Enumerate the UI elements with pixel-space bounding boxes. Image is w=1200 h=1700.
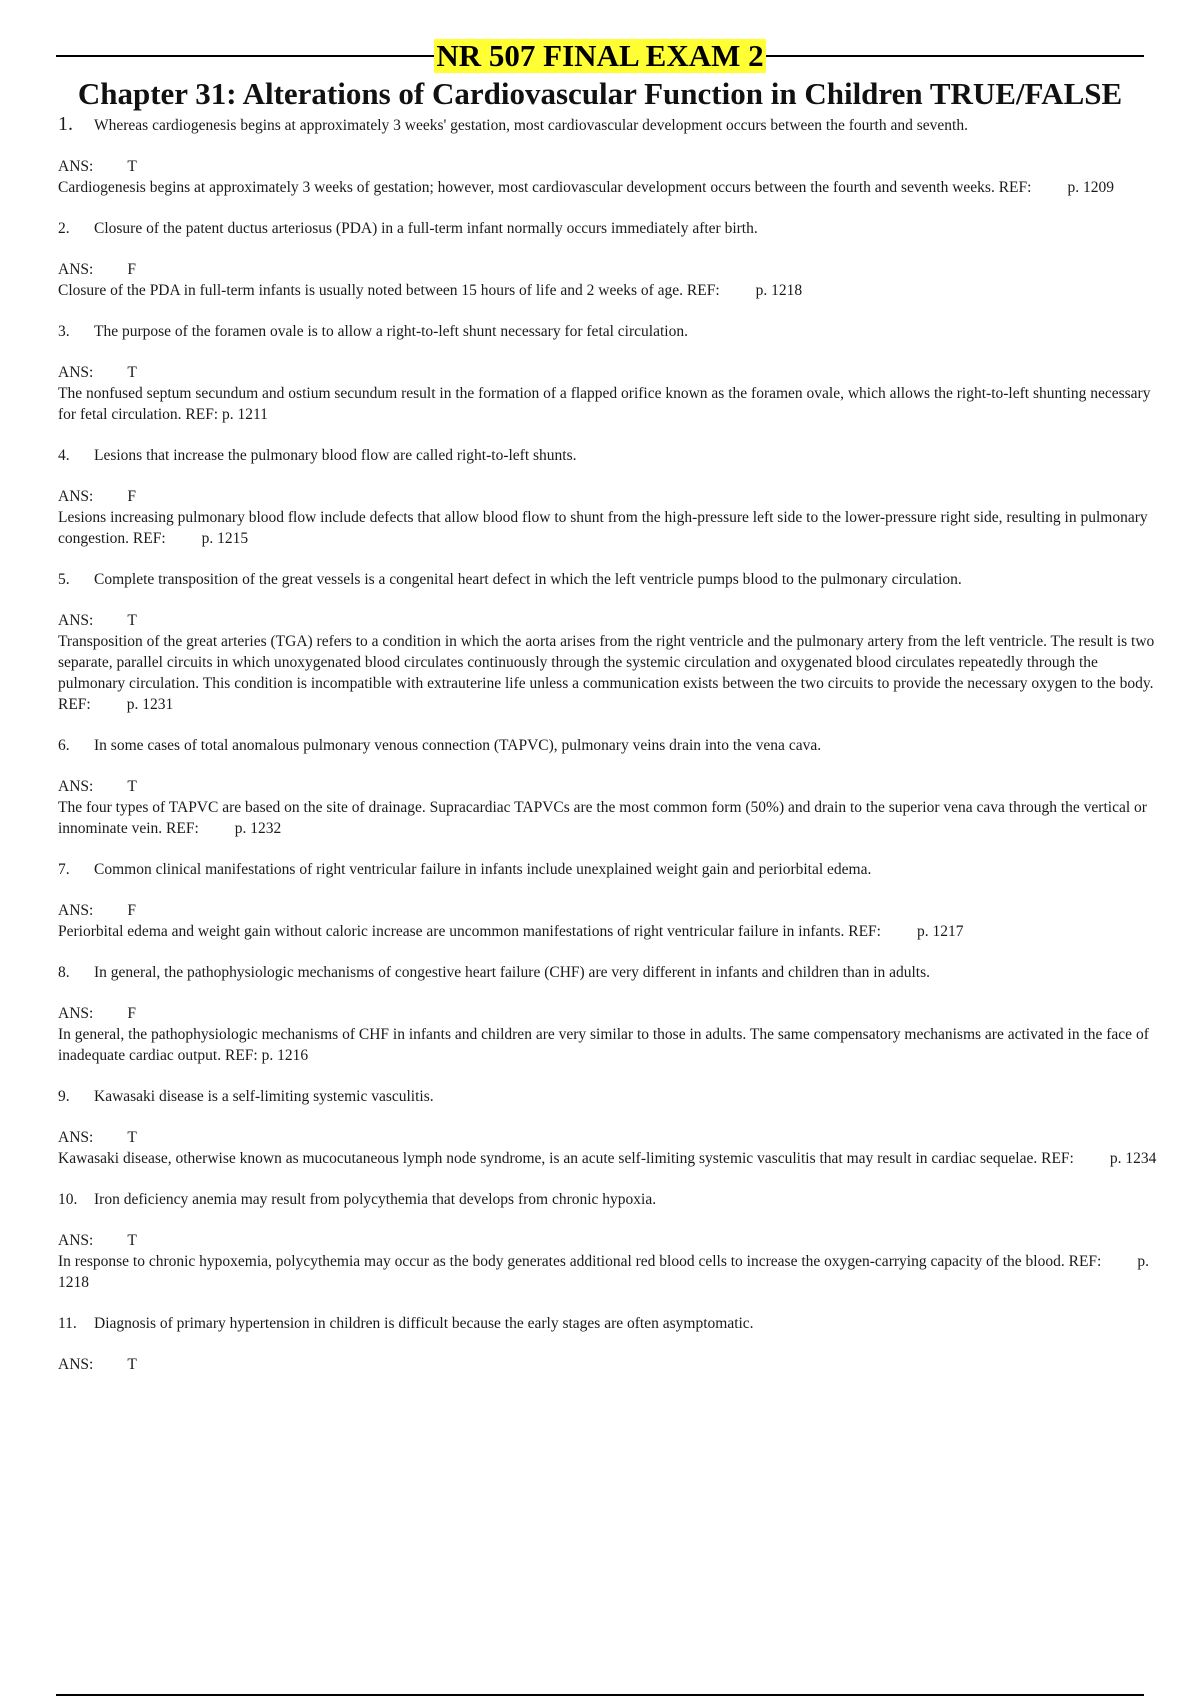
answer-label: ANS:	[58, 158, 94, 175]
answer-explanation	[58, 507, 1168, 549]
question	[58, 218, 1168, 239]
answer-line	[58, 900, 1168, 921]
answer-line	[58, 1003, 1168, 1024]
question-text: Iron deficiency anemia may result from polycythemia that develops from chronic hypoxia.	[94, 1191, 657, 1208]
reference-page: p. 1215	[201, 530, 249, 547]
question-text: Closure of the patent ductus arteriosus (PDA) in a full-term infant normally occurs immediately after birth.	[94, 220, 758, 237]
question	[58, 1189, 1168, 1210]
explanation-text: Periorbital edema and weight gain without caloric increase are uncommon manifestations of right ventricular failure in infants. REF:	[58, 923, 881, 940]
answer-value: F	[127, 261, 136, 278]
answer-value: T	[127, 778, 137, 795]
question-number: 5.	[58, 571, 70, 588]
question-number: 10.	[58, 1191, 78, 1208]
answer-label: ANS:	[58, 488, 94, 505]
qa-item	[58, 1189, 1168, 1293]
question-number: 7.	[58, 861, 70, 878]
question	[58, 1313, 1168, 1334]
qa-item	[58, 1313, 1168, 1375]
explanation-text: The nonfused septum secundum and ostium secundum result in the formation of a flapped orifice known as the foramen ovale, which allows the right-to-left shunting necessary for fetal circulation. REF: p. 1211	[58, 385, 1151, 423]
answer-value: F	[127, 902, 136, 919]
answer-explanation	[58, 1251, 1168, 1293]
answer-label: ANS:	[58, 261, 94, 278]
answer-label: ANS:	[58, 364, 94, 381]
question-list	[58, 114, 1168, 1375]
question-number: 6.	[58, 737, 70, 754]
exam-header	[56, 38, 1144, 74]
qa-item	[58, 859, 1168, 942]
reference-page: p. 1232	[234, 820, 282, 837]
question	[58, 114, 1168, 136]
answer-explanation	[58, 383, 1168, 425]
question-text: Whereas cardiogenesis begins at approximately 3 weeks' gestation, most cardiovascular development occurs between the fourth and seventh.	[94, 117, 968, 134]
explanation-text: Kawasaki disease, otherwise known as mucocutaneous lymph node syndrome, is an acute self-limiting systemic vasculitis that may result in cardiac sequelae. REF:	[58, 1150, 1074, 1167]
answer-value: T	[127, 1232, 137, 1249]
qa-item	[58, 735, 1168, 839]
question	[58, 859, 1168, 880]
question-number: 11.	[58, 1315, 77, 1332]
question-number: 9.	[58, 1088, 70, 1105]
answer-value: T	[127, 1356, 137, 1373]
answer-value: T	[127, 612, 137, 629]
answer-label: ANS:	[58, 902, 94, 919]
question-number: 4.	[58, 447, 70, 464]
answer-explanation	[58, 280, 1168, 301]
question-number: 2.	[58, 220, 70, 237]
answer-line	[58, 610, 1168, 631]
qa-item	[58, 1086, 1168, 1169]
answer-line	[58, 486, 1168, 507]
answer-value: T	[127, 158, 137, 175]
question	[58, 445, 1168, 466]
explanation-text: Cardiogenesis begins at approximately 3 weeks of gestation; however, most cardiovascular development occurs between the fourth and seventh weeks. REF:	[58, 179, 1032, 196]
reference-page: p. 1231	[126, 696, 174, 713]
reference-page: p. 1217	[916, 923, 964, 940]
answer-line	[58, 156, 1168, 177]
qa-item	[58, 962, 1168, 1066]
exam-title: NR 507 FINAL EXAM 2	[436, 38, 764, 73]
question-text: Common clinical manifestations of right ventricular failure in infants include unexplained weight gain and periorbital edema.	[94, 861, 872, 878]
answer-explanation	[58, 797, 1168, 839]
answer-line	[58, 362, 1168, 383]
question-text: In some cases of total anomalous pulmonary venous connection (TAPVC), pulmonary veins drain into the vena cava.	[94, 737, 822, 754]
explanation-text: In general, the pathophysiologic mechanisms of CHF in infants and children are very similar to those in adults. The same compensatory mechanisms are activated in the face of inadequate cardiac output. REF: p. 1216	[58, 1026, 1149, 1064]
answer-line	[58, 776, 1168, 797]
reference-page: p. 1209	[1067, 179, 1114, 196]
answer-line	[58, 259, 1168, 280]
explanation-text: Closure of the PDA in full-term infants is usually noted between 15 hours of life and 2 weeks of age. REF:	[58, 282, 720, 299]
explanation-text: Transposition of the great arteries (TGA) refers to a condition in which the aorta arises from the right ventricle and the pulmonary artery from the left ventricle. The result is two separate, parallel circuits in which unoxygenated blood circulates continuously through the systemic circulation and oxygenated blood circulates repeatedly through the pulmonary circulation. This condition is incompatible with extrauterine life unless a communication exists between the two circuits to provide the necessary oxygen to the body. REF:	[58, 633, 1155, 713]
answer-explanation	[58, 177, 1168, 198]
answer-line	[58, 1127, 1168, 1148]
question-text: Diagnosis of primary hypertension in children is difficult because the early stages are often asymptomatic.	[94, 1315, 754, 1332]
answer-value: T	[127, 364, 137, 381]
answer-label: ANS:	[58, 612, 94, 629]
question	[58, 321, 1168, 342]
answer-value: T	[127, 1129, 137, 1146]
qa-item	[58, 218, 1168, 301]
footer-rule	[56, 1694, 1144, 1696]
question-number: 8.	[58, 964, 70, 981]
qa-item	[58, 445, 1168, 549]
chapter-title: Chapter 31: Alterations of Cardiovascular Function in Children TRUE/FALSE	[77, 76, 1123, 111]
answer-value: F	[127, 488, 136, 505]
explanation-text: In response to chronic hypoxemia, polycythemia may occur as the body generates additional red blood cells to increase the oxygen-carrying capacity of the blood. REF:	[58, 1253, 1102, 1270]
explanation-text: Lesions increasing pulmonary blood flow include defects that allow blood flow to shunt from the high-pressure left side to the lower-pressure right side, resulting in pulmonary congestion. REF:	[58, 509, 1148, 547]
question-text: In general, the pathophysiologic mechanisms of congestive heart failure (CHF) are very different in infants and children than in adults.	[94, 964, 931, 981]
qa-item	[58, 321, 1168, 425]
answer-label: ANS:	[58, 1005, 94, 1022]
answer-explanation	[58, 921, 1168, 942]
answer-label: ANS:	[58, 778, 94, 795]
question	[58, 569, 1168, 590]
qa-item	[58, 569, 1168, 715]
answer-explanation	[58, 1024, 1168, 1066]
question-text: The purpose of the foramen ovale is to allow a right-to-left shunt necessary for fetal circulation.	[94, 323, 688, 340]
header-rule-right	[766, 55, 1144, 57]
answer-explanation	[58, 631, 1168, 715]
question-text: Lesions that increase the pulmonary blood flow are called right-to-left shunts.	[94, 447, 577, 464]
question	[58, 1086, 1168, 1107]
question-number: 1.	[58, 113, 73, 135]
reference-page: p. 1234	[1109, 1150, 1157, 1167]
question	[58, 735, 1168, 756]
question	[58, 962, 1168, 983]
reference-page: p. 1218	[755, 282, 803, 299]
answer-label: ANS:	[58, 1356, 94, 1373]
answer-value: F	[127, 1005, 136, 1022]
header-rule-left	[56, 55, 434, 57]
answer-explanation	[58, 1148, 1168, 1169]
question-text: Kawasaki disease is a self-limiting systemic vasculitis.	[94, 1088, 434, 1105]
answer-line	[58, 1354, 1168, 1375]
answer-label: ANS:	[58, 1232, 94, 1249]
question-text: Complete transposition of the great vessels is a congenital heart defect in which the left ventricle pumps blood to the pulmonary circulation.	[94, 571, 962, 588]
qa-item	[58, 114, 1168, 198]
explanation-text: The four types of TAPVC are based on the site of drainage. Supracardiac TAPVCs are the most common form (50%) and drain to the superior vena cava through the vertical or innominate vein. REF:	[58, 799, 1147, 837]
question-number: 3.	[58, 323, 70, 340]
answer-line	[58, 1230, 1168, 1251]
answer-label: ANS:	[58, 1129, 94, 1146]
reference-page: p. 1218	[58, 1253, 1149, 1291]
